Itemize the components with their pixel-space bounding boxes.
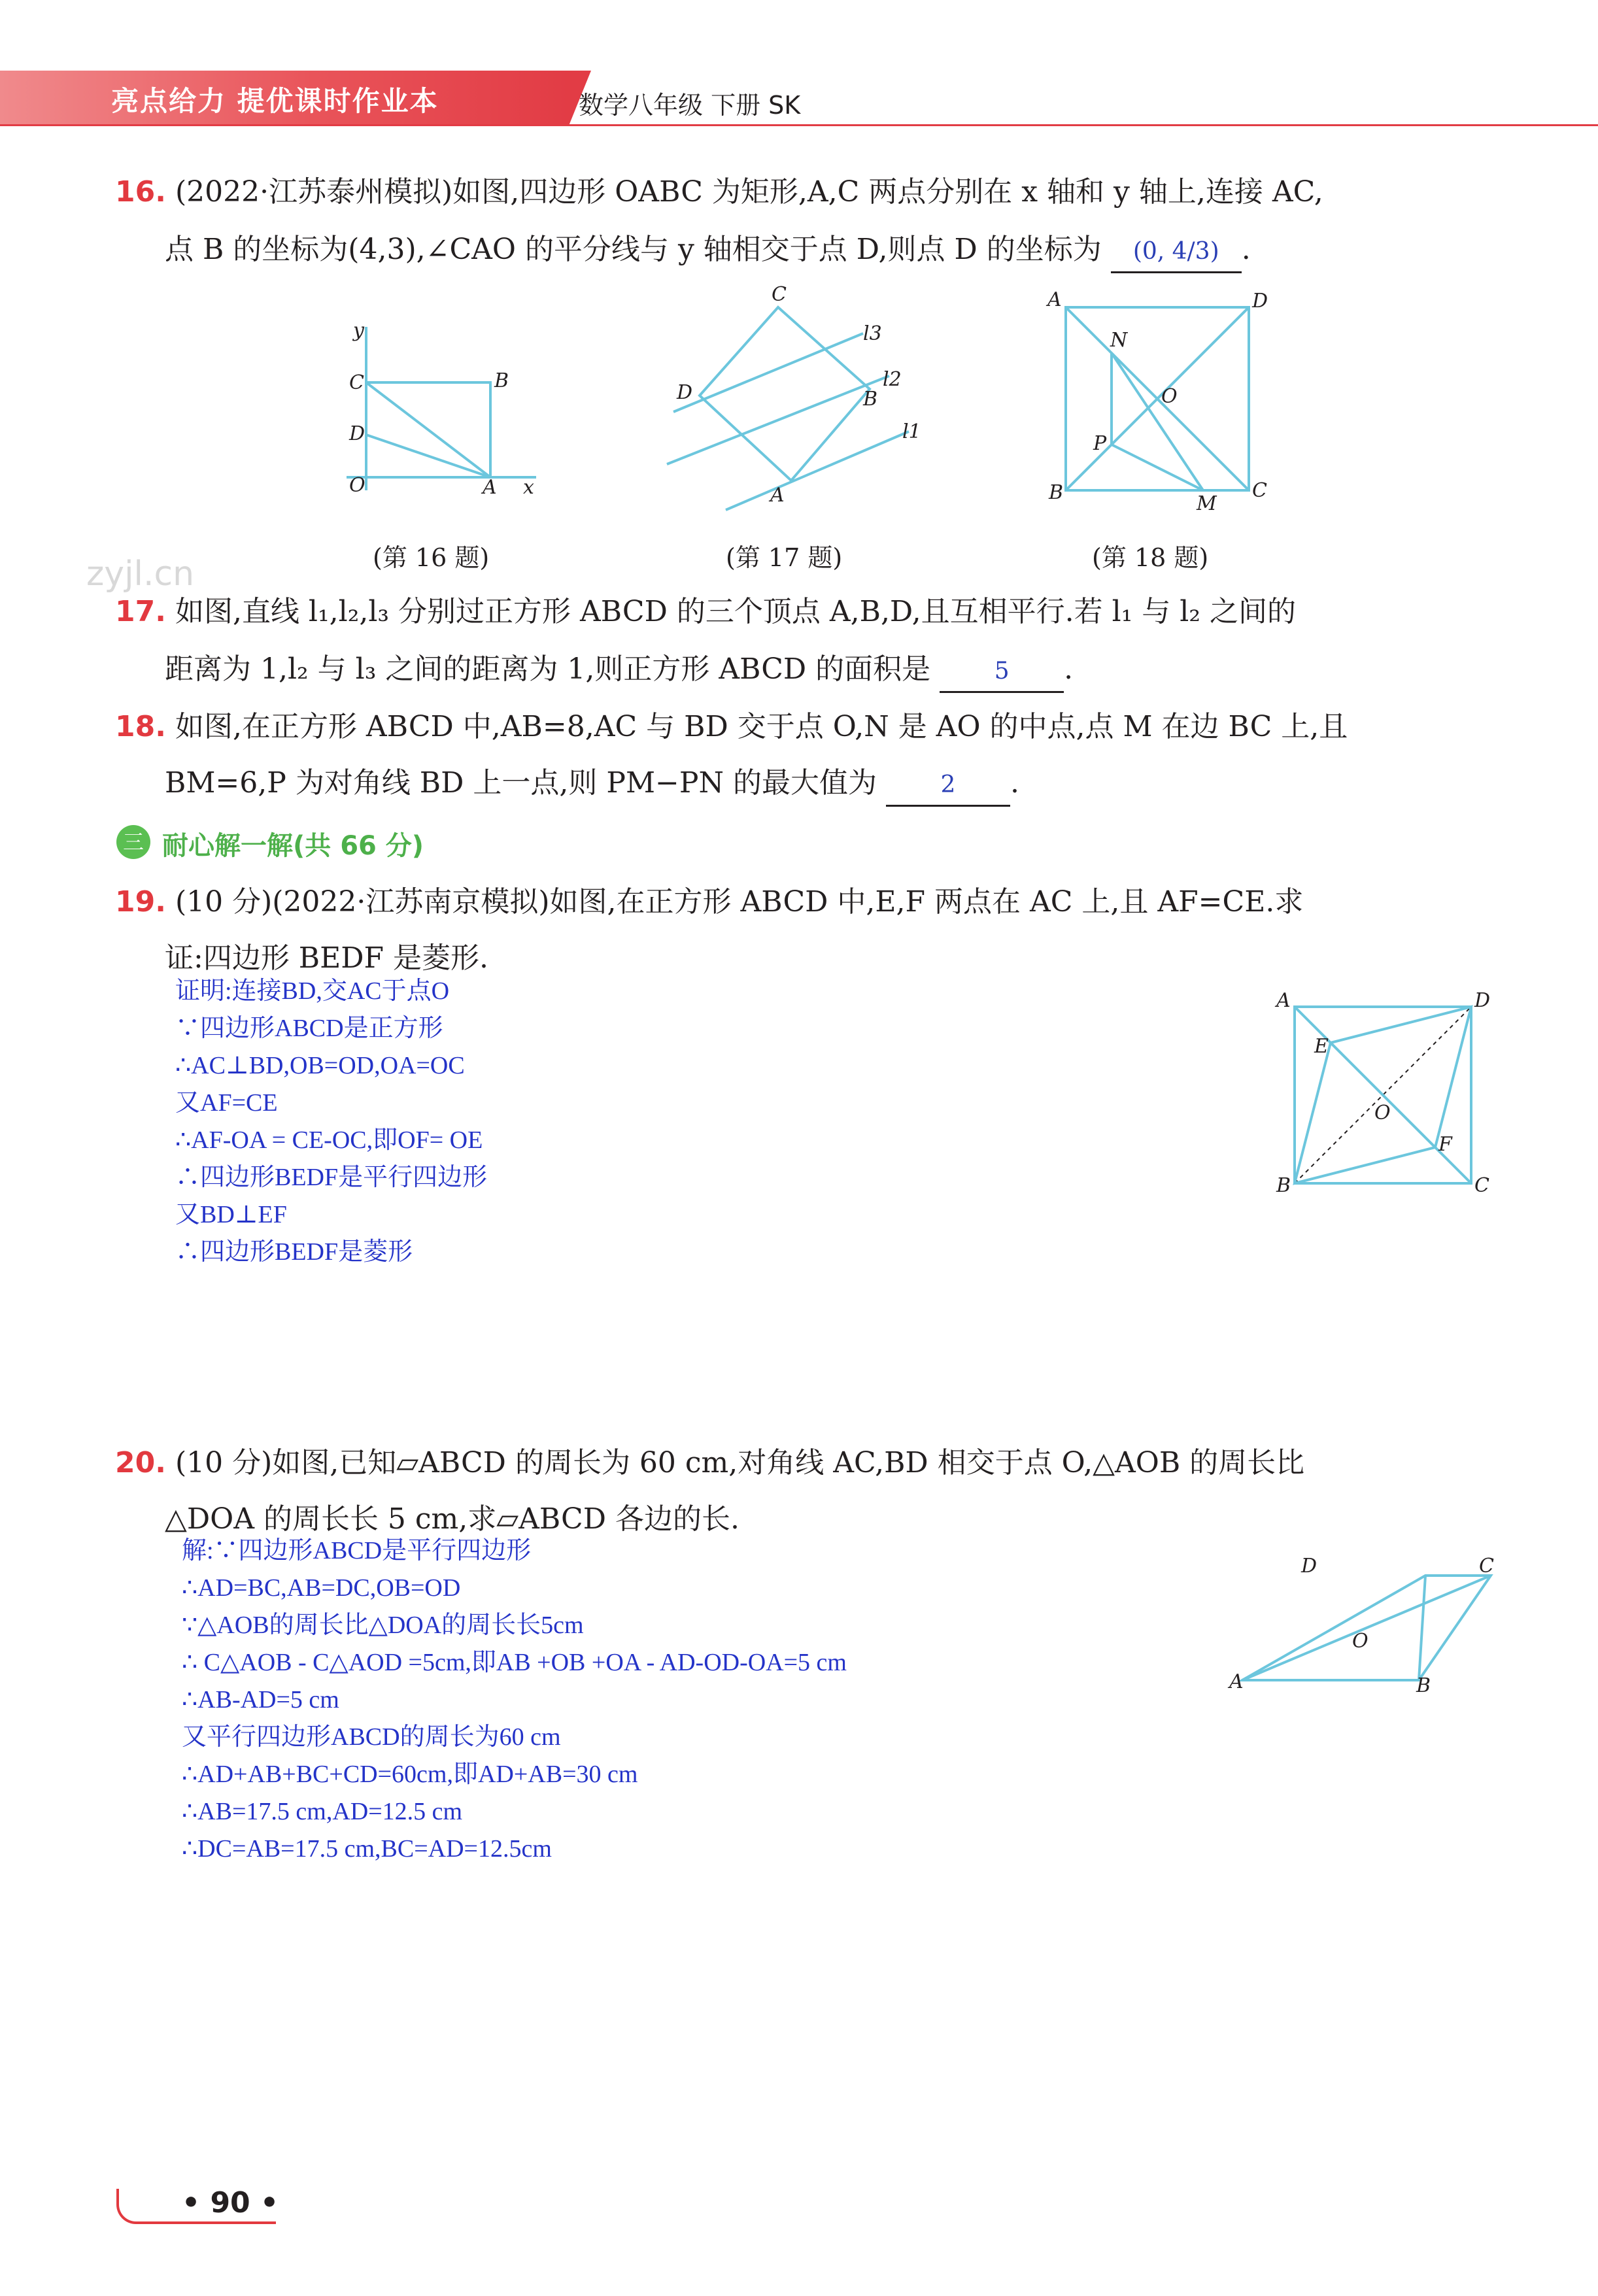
question-19-text1: (10 分)(2022·江苏南京模拟)如图,在正方形 ABCD 中,E,F 两点在 AC 上,且 AF=CE.求 [175, 885, 1304, 919]
fig20-label-c: C [1479, 1555, 1494, 1578]
question-17-line2 [165, 641, 1073, 698]
fig19-label-c: C [1474, 1174, 1489, 1197]
fig17-label-l1: l1 [902, 420, 921, 443]
fig19-label-f: F [1438, 1133, 1452, 1156]
question-16-text1: (2022·江苏泰州模拟)如图,四边形 OABC 为矩形,A,C 两点分别在 x 轴和 y 轴上,连接 AC, [175, 175, 1323, 209]
figure-18-caption: (第 18 题) [1092, 543, 1209, 572]
book-brand: 亮点给力 提优课时作业本 [111, 85, 439, 117]
fig18-label-m: M [1197, 492, 1217, 515]
question-19-text2: 证:四边形 BEDF 是菱形. [165, 941, 489, 975]
question-20-line1 [115, 1434, 1304, 1492]
fig19-label-a: A [1276, 989, 1291, 1012]
solution-line: 解:∵四边形ABCD是平行四边形 [182, 1537, 532, 1564]
question-17-answer: 5 [940, 652, 1064, 693]
fig16-label-x: x [523, 476, 534, 499]
question-18-end: . [1010, 766, 1019, 800]
question-20-solution [182, 1532, 847, 1868]
solution-line: ∵△AOB的周长比△DOA的周长长5cm [182, 1612, 584, 1639]
fig16-label-d: D [349, 422, 366, 445]
figure-17-caption: (第 17 题) [726, 543, 843, 572]
question-19-proof [175, 973, 487, 1271]
question-16-text2: 点 B 的坐标为(4,3),∠CAO 的平分线与 y 轴相交于点 D,则点 D 的坐标为 [165, 233, 1102, 266]
question-16-line2 [165, 221, 1251, 279]
fig20-label-o: O [1352, 1630, 1368, 1653]
question-19-number: 19. [115, 885, 166, 919]
solution-line: ∴AB=17.5 cm,AD=12.5 cm [182, 1798, 463, 1825]
fig16-label-b: B [494, 369, 509, 392]
section-badge: 三 [116, 825, 150, 859]
fig17-label-c: C [772, 283, 787, 306]
question-17-text1: 如图,直线 l₁,l₂,l₃ 分别过正方形 ABCD 的三个顶点 A,B,D,且互相平行.若 l₁ 与 l₂ 之间的 [175, 595, 1296, 628]
question-16-number: 16. [115, 175, 166, 209]
proof-line: ∴AC⊥BD,OB=OD,OA=OC [175, 1052, 465, 1079]
proof-line: 又AF=CE [175, 1089, 278, 1117]
watermark: zyjl.cn [86, 554, 195, 594]
proof-line: ∴AF-OA = CE-OC,即OF= OE [175, 1126, 483, 1154]
question-20-text2: △DOA 的周长长 5 cm,求▱ABCD 各边的长. [165, 1502, 740, 1536]
solution-line: ∴AD=BC,AB=DC,OB=OD [182, 1574, 461, 1602]
proof-line: ∴四边形BEDF是平行四边形 [175, 1164, 488, 1191]
fig20-label-d: D [1301, 1555, 1318, 1578]
fig18-label-b: B [1049, 481, 1064, 504]
figure-19 [1262, 981, 1497, 1203]
fig18-label-c: C [1252, 479, 1267, 502]
question-18-line1 [115, 698, 1348, 756]
question-18-line2 [165, 754, 1019, 812]
proof-line: 证明:连接BD,交AC于点O [175, 977, 450, 1005]
fig16-label-c: C [349, 371, 364, 394]
fig16-label-a: A [483, 476, 497, 499]
solution-line: ∴AB-AD=5 cm [182, 1686, 339, 1714]
fig18-label-d: D [1252, 290, 1268, 312]
question-16-end: . [1241, 233, 1251, 266]
fig18-label-o: O [1161, 385, 1178, 408]
question-18-number: 18. [115, 710, 166, 743]
question-16-answer: (0, 4/3) [1111, 232, 1242, 273]
fig17-label-l3: l3 [863, 322, 882, 345]
question-18-answer: 2 [886, 766, 1010, 807]
fig20-label-b: B [1416, 1674, 1431, 1697]
figure-16 [340, 314, 556, 510]
fig16-label-y: y [353, 319, 364, 342]
fig18-label-p: P [1093, 432, 1107, 455]
proof-line: 又BD⊥EF [175, 1201, 287, 1228]
header-rule [0, 124, 1598, 126]
solution-line: ∴AD+AB+BC+CD=60cm,即AD+AB=30 cm [182, 1761, 638, 1788]
question-17-text2: 距离为 1,l₂ 与 l₃ 之间的距离为 1,则正方形 ABCD 的面积是 [165, 652, 931, 686]
question-17-number: 17. [115, 595, 166, 628]
page-number: • 90 • [182, 2186, 279, 2220]
fig17-label-b: B [863, 388, 878, 411]
section-title: 耐心解一解(共 66 分) [162, 831, 424, 861]
fig18-label-a: A [1047, 288, 1062, 311]
fig20-label-a: A [1229, 1670, 1244, 1693]
question-17-line1 [115, 583, 1296, 641]
fig17-label-l2: l2 [883, 368, 902, 391]
fig17-label-a: A [770, 484, 785, 507]
question-18-text1: 如图,在正方形 ABCD 中,AB=8,AC 与 BD 交于点 O,N 是 AO 的中点,点 M 在边 BC 上,且 [175, 710, 1348, 743]
fig18-label-n: N [1110, 329, 1128, 352]
solution-line: ∴DC=AB=17.5 cm,BC=AD=12.5cm [182, 1835, 552, 1863]
question-17-end: . [1064, 652, 1074, 686]
proof-line: ∴四边形BEDF是菱形 [175, 1238, 413, 1266]
figure-18 [1033, 288, 1282, 516]
book-subject: 数学八年级 下册 SK [579, 91, 801, 120]
fig19-label-e: E [1314, 1035, 1329, 1058]
figure-20 [1223, 1549, 1510, 1706]
fig19-label-o: O [1374, 1102, 1391, 1124]
question-20-text1: (10 分)如图,已知▱ABCD 的周长为 60 cm,对角线 AC,BD 相交于点 O,△AOB 的周长比 [175, 1446, 1305, 1479]
figure-16-caption: (第 16 题) [373, 543, 490, 572]
fig19-label-d: D [1474, 989, 1491, 1012]
figure-17 [660, 281, 942, 523]
solution-line: ∴ C△AOB - C△AOD =5cm,即AB +OB +OA - AD-OD-OA=5 cm [182, 1649, 847, 1676]
question-19-line1 [115, 873, 1303, 931]
question-18-text2: BM=6,P 为对角线 BD 上一点,则 PM−PN 的最大值为 [165, 766, 877, 800]
proof-line: ∵四边形ABCD是正方形 [175, 1015, 443, 1042]
question-16-line1 [115, 163, 1323, 221]
fig17-label-d: D [677, 381, 693, 404]
solution-line: 又平行四边形ABCD的周长为60 cm [182, 1723, 561, 1751]
fig16-label-o: O [349, 474, 366, 497]
fig19-label-b: B [1276, 1174, 1291, 1197]
question-20-number: 20. [115, 1446, 166, 1479]
